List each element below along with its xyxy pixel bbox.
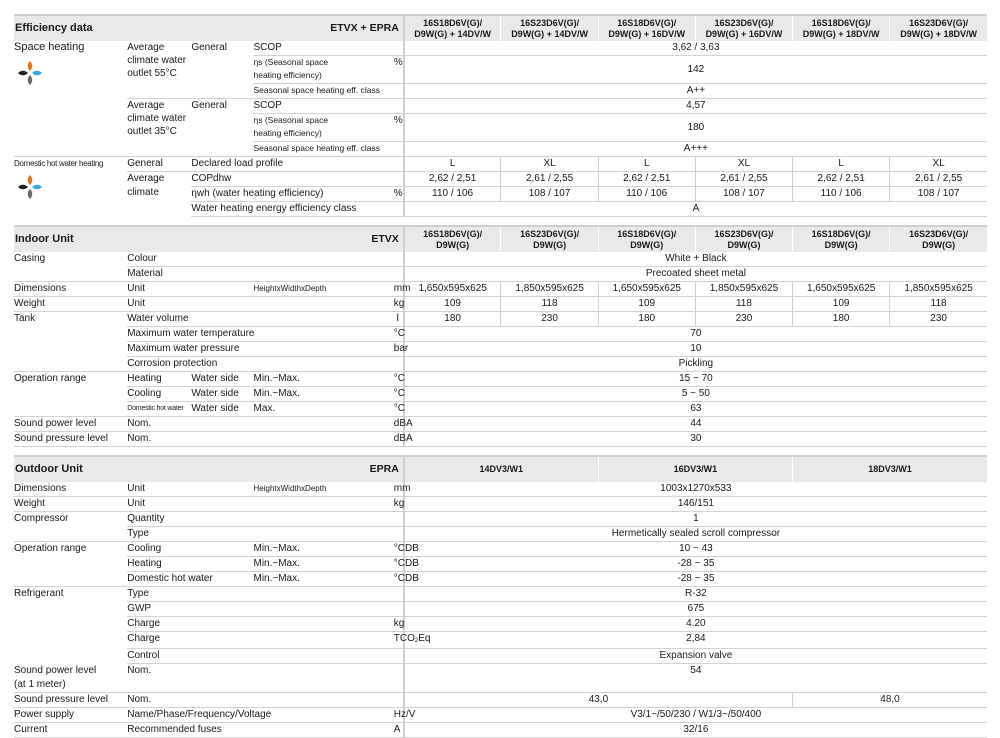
- profile-value: L: [793, 157, 890, 172]
- unit-label: kg: [394, 617, 404, 632]
- heating-range-value: -28 ~ 35: [404, 557, 987, 572]
- cop-value: 2,62 / 2,51: [598, 172, 695, 187]
- column-header: 16DV3/W1: [598, 456, 792, 482]
- avg-climate-label: Average climate: [127, 173, 165, 198]
- power-supply-value: V3/1~/50/230 / W1/3~/50/400: [404, 708, 987, 723]
- volume-value: 180: [404, 312, 501, 327]
- unit-label: dBA: [394, 432, 404, 447]
- dhw-label: Domestic hot water heating: [14, 159, 104, 168]
- unit-label: A: [394, 723, 404, 738]
- table-row: [14, 282, 987, 297]
- weight-value: 118: [501, 297, 598, 312]
- profile-value: L: [598, 157, 695, 172]
- column-header: 16S23D6V(G)/ D9W(G): [890, 226, 987, 252]
- efficiency-title: Efficiency data: [14, 15, 253, 41]
- gwp-label: GWP: [127, 602, 404, 617]
- column-header: 18DV3/W1: [793, 456, 987, 482]
- table-row: [14, 387, 987, 402]
- weight-value: 118: [890, 297, 987, 312]
- sound-power-label: Sound power level (at 1 meter): [14, 664, 127, 693]
- table-row: [14, 632, 987, 649]
- profile-value: XL: [890, 157, 987, 172]
- sound-power-label: Sound power level: [14, 417, 127, 432]
- dhw-range-value: 63: [404, 402, 987, 417]
- unit-label: l: [394, 312, 404, 327]
- eta-label: ηs (Seasonal space heating efficiency): [253, 56, 393, 84]
- max-pressure-label: Maximum water pressure: [127, 342, 394, 357]
- dhw-class-value: A: [404, 202, 987, 217]
- dhw-cell: [14, 157, 127, 217]
- dimension-value: 1,850x595x625: [890, 282, 987, 297]
- gwp-value: 675: [404, 602, 987, 617]
- table-row: [14, 527, 987, 542]
- scop-55-value: 3,62 / 3,63: [404, 41, 987, 56]
- weight-value: 146/151: [404, 497, 987, 512]
- unit-sub-label: Unit: [127, 282, 253, 297]
- indoor-header: [14, 226, 987, 252]
- column-header: 16S18D6V(G)/ D9W(G): [793, 226, 890, 252]
- unit-label: $TCO_2Eq$: [394, 632, 404, 649]
- type-label: Type: [127, 527, 404, 542]
- eta-value: 110 / 106: [404, 187, 501, 202]
- current-value: 32/16: [404, 723, 987, 738]
- current-label: Current: [14, 723, 127, 738]
- max-pressure-value: 10: [404, 342, 987, 357]
- minmax-label: Min.~Max.: [253, 372, 393, 387]
- table-row: [14, 482, 987, 497]
- profile-label: Declared load profile: [191, 157, 403, 172]
- cop-value: 2,61 / 2,55: [501, 172, 598, 187]
- minmax-label: Min.~Max.: [253, 387, 393, 402]
- volume-value: 180: [598, 312, 695, 327]
- column-header: 16S18D6V(G)/ D9W(G): [404, 226, 501, 252]
- dimension-value: 1,650x595x625: [793, 282, 890, 297]
- table-row: [14, 372, 987, 387]
- cooling-label: Cooling: [127, 542, 253, 557]
- dimension-value: 1,650x595x625: [404, 282, 501, 297]
- table-row: [14, 649, 987, 664]
- casing-label: Casing: [14, 252, 127, 282]
- dhw-class-label: Water heating energy efficiency class: [191, 202, 403, 217]
- refrigerant-label: Refrigerant: [14, 588, 64, 599]
- operation-range-label: Operation range: [14, 542, 127, 587]
- table-row: [14, 402, 987, 417]
- max-temp-value: 70: [404, 327, 987, 342]
- weight-value: 118: [695, 297, 792, 312]
- unit-label: %: [394, 114, 404, 142]
- dimension-value: 1,850x595x625: [501, 282, 598, 297]
- heat-pump-petal-icon: [16, 59, 44, 87]
- profile-value: L: [404, 157, 501, 172]
- column-header: 16S23D6V(G)/ D9W(G): [501, 226, 598, 252]
- dimension-value: 1,850x595x625: [695, 282, 792, 297]
- nom-label: Nom.: [127, 664, 404, 693]
- dimensions-label: Dimensions: [14, 282, 127, 297]
- table-row: [14, 252, 987, 267]
- nom-label: Nom.: [127, 432, 394, 447]
- dhw-label: Domestic hot water: [127, 572, 253, 587]
- refrigerant-type-value: R-32: [404, 587, 987, 602]
- charge-co2-value: 2,84: [404, 632, 987, 649]
- eta-value: 108 / 107: [695, 187, 792, 202]
- eta-value: 108 / 107: [890, 187, 987, 202]
- column-header: 16S18D6V(G)/ D9W(G) + 14DV/W: [404, 15, 501, 41]
- dimensions-label: Dimensions: [14, 482, 127, 497]
- unit-label: °C: [394, 372, 404, 387]
- table-row: [14, 557, 987, 572]
- column-header: 16S23D6V(G)/ D9W(G): [695, 226, 792, 252]
- table-row: [14, 172, 987, 187]
- corrosion-label: Corrosion protection: [127, 357, 404, 372]
- max-label: Max.: [253, 402, 393, 417]
- table-row: [14, 708, 987, 723]
- unit-label: °CDB: [394, 572, 404, 587]
- table-row: [14, 41, 987, 56]
- column-header: 16S18D6V(G)/ D9W(G): [598, 226, 695, 252]
- column-header: 16S23D6V(G)/ D9W(G) + 18DV/W: [890, 15, 987, 41]
- table-row: [14, 157, 987, 172]
- nom-label: Nom.: [127, 417, 394, 432]
- dimension-value: 1,650x595x625: [598, 282, 695, 297]
- max-temp-label: Maximum water temperature: [127, 327, 394, 342]
- sound-pressure-value: 48,0: [793, 693, 987, 708]
- column-header: 16S23D6V(G)/ D9W(G) + 14DV/W: [501, 15, 598, 41]
- table-row: [14, 602, 987, 617]
- cop-value: 2,61 / 2,55: [695, 172, 792, 187]
- heating-range-value: 15 ~ 70: [404, 372, 987, 387]
- weight-value: 109: [598, 297, 695, 312]
- unit-label: kg: [394, 497, 404, 512]
- dhw-label: Domestic hot water: [127, 402, 191, 417]
- space-heating-cell: [14, 41, 127, 157]
- class-35-value: A+++: [404, 142, 987, 157]
- minmax-label: Min.~Max.: [253, 542, 393, 557]
- volume-value: 180: [793, 312, 890, 327]
- sound-pressure-label: Sound pressure level: [14, 693, 127, 708]
- column-header: 16S18D6V(G)/ D9W(G) + 16DV/W: [598, 15, 695, 41]
- table-row: [14, 297, 987, 312]
- unit-label: mm: [394, 482, 404, 497]
- hwd-label: HeightxWidthxDepth: [253, 482, 393, 497]
- colour-label: Colour: [127, 252, 404, 267]
- table-row: [14, 267, 987, 282]
- weight-value: 109: [404, 297, 501, 312]
- corrosion-value: Pickling: [404, 357, 987, 372]
- table-row: [14, 572, 987, 587]
- unit-sub-label: Unit: [127, 497, 394, 512]
- table-row: [14, 723, 987, 738]
- dimension-value: 1003x1270x533: [404, 482, 987, 497]
- cooling-range-value: 10 ~ 43: [404, 542, 987, 557]
- table-row: [14, 617, 987, 632]
- unit-sub-label: Unit: [127, 297, 394, 312]
- eta-55-value: 142: [404, 56, 987, 84]
- hwd-label: HeightxWidthxDepth: [253, 282, 393, 297]
- scop-35-value: 4,57: [404, 99, 987, 114]
- outdoor-model: EPRA: [253, 456, 403, 482]
- efficiency-model: ETVX + EPRA: [253, 15, 403, 41]
- cooling-range-value: 5 ~ 50: [404, 387, 987, 402]
- heat-pump-petal-icon: [16, 173, 44, 201]
- unit-label: Hz/V: [394, 708, 404, 723]
- water-volume-label: Water volume: [127, 312, 394, 327]
- space-heating-label: Space heating: [14, 41, 85, 53]
- class-label: Seasonal space heating eff. class: [253, 142, 403, 157]
- unit-label: °C: [394, 402, 404, 417]
- quantity-value: 1: [404, 512, 987, 527]
- power-supply-label: Power supply: [14, 708, 127, 723]
- minmax-label: Min.~Max.: [253, 572, 393, 587]
- indoor-title: Indoor Unit: [14, 226, 253, 252]
- weight-value: 109: [793, 297, 890, 312]
- unit-label: dBA: [394, 417, 404, 432]
- scop-label: SCOP: [253, 41, 403, 56]
- cop-value: 2,62 / 2,51: [793, 172, 890, 187]
- eta-value: 108 / 107: [501, 187, 598, 202]
- unit-label: °C: [394, 327, 404, 342]
- sound-pressure-value: 30: [404, 432, 987, 447]
- eta-label: ηs (Seasonal space heating efficiency): [253, 114, 393, 142]
- unit-label: °CDB: [394, 542, 404, 557]
- phase-label: Name/Phase/Frequency/Voltage: [127, 708, 394, 723]
- volume-value: 230: [501, 312, 598, 327]
- class-55-value: A++: [404, 84, 987, 99]
- unit-sub-label: Unit: [127, 482, 253, 497]
- eta-value: 110 / 106: [598, 187, 695, 202]
- eta-35-value: 180: [404, 114, 987, 142]
- sound-power-value: 54: [404, 664, 987, 693]
- fuses-label: Recommended fuses: [127, 723, 394, 738]
- weight-label: Weight: [14, 297, 127, 312]
- heating-label: Heating: [127, 372, 191, 387]
- general-label: General: [191, 99, 253, 157]
- tank-label: Tank: [14, 312, 127, 372]
- charge-kg-value: 4.20: [404, 617, 987, 632]
- table-row: [14, 512, 987, 527]
- cop-value: 2,61 / 2,55: [890, 172, 987, 187]
- profile-value: XL: [695, 157, 792, 172]
- outdoor-header: [14, 456, 987, 482]
- cop-label: COPdhw: [191, 172, 403, 187]
- nom-label: Nom.: [127, 693, 404, 708]
- water-side-label: Water side: [191, 402, 253, 417]
- water-side-label: Water side: [191, 387, 253, 402]
- table-row: [14, 664, 987, 693]
- table-row: [14, 693, 987, 708]
- water-side-label: Water side: [191, 372, 253, 387]
- table-row: [14, 587, 987, 602]
- unit-label: kg: [394, 297, 404, 312]
- cop-value: 2,62 / 2,51: [404, 172, 501, 187]
- scop-label: SCOP: [253, 99, 403, 114]
- minmax-label: Min.~Max.: [253, 557, 393, 572]
- compressor-type-value: Hermetically sealed scroll compressor: [404, 527, 987, 542]
- quantity-label: Quantity: [127, 512, 404, 527]
- unit-label: mm: [394, 282, 404, 297]
- table-row: [14, 99, 987, 114]
- unit-label: °C: [394, 387, 404, 402]
- table-row: [14, 497, 987, 512]
- type-label: Type: [127, 587, 404, 602]
- sound-pressure-value: 43,0: [404, 693, 793, 708]
- colour-value: White + Black: [404, 252, 987, 267]
- control-label: Control: [127, 649, 404, 664]
- table-row: [14, 342, 987, 357]
- general-label: General: [127, 157, 191, 172]
- profile-value: XL: [501, 157, 598, 172]
- spec-table: [14, 14, 987, 738]
- operation-range-label: Operation range: [14, 372, 127, 417]
- sound-power-value: 44: [404, 417, 987, 432]
- table-row: [14, 312, 987, 327]
- cooling-label: Cooling: [127, 387, 191, 402]
- material-value: Precoated sheet metal: [404, 267, 987, 282]
- table-row: [14, 542, 987, 557]
- volume-value: 230: [890, 312, 987, 327]
- outdoor-title: Outdoor Unit: [14, 456, 253, 482]
- efficiency-header: [14, 15, 987, 41]
- heating-label: Heating: [127, 557, 253, 572]
- column-header: 16S18D6V(G)/ D9W(G) + 18DV/W: [793, 15, 890, 41]
- indoor-model: ETVX: [253, 226, 403, 252]
- control-value: Expansion valve: [404, 649, 987, 664]
- unit-label: bar: [394, 342, 404, 357]
- eta-value: 110 / 106: [793, 187, 890, 202]
- spec-sheet: [14, 14, 987, 738]
- compressor-label: Compressor: [14, 512, 127, 542]
- weight-label: Weight: [14, 497, 127, 512]
- unit-label: %: [394, 56, 404, 84]
- table-row: [14, 432, 987, 447]
- material-label: Material: [127, 267, 404, 282]
- volume-value: 230: [695, 312, 792, 327]
- dhw-range-value: -28 ~ 35: [404, 572, 987, 587]
- sound-pressure-label: Sound pressure level: [14, 432, 127, 447]
- class-label: Seasonal space heating eff. class: [253, 84, 403, 99]
- table-row: [14, 357, 987, 372]
- table-row: [14, 327, 987, 342]
- unit-label: %: [394, 187, 404, 202]
- condition-55: Average climate water outlet 55°C: [127, 41, 191, 99]
- column-header: 14DV3/W1: [404, 456, 598, 482]
- etawh-label: ηwh (water heating efficiency): [191, 187, 393, 202]
- general-label: General: [191, 41, 253, 99]
- charge-label: Charge: [127, 617, 394, 632]
- condition-35: Average climate water outlet 35°C: [127, 99, 191, 157]
- unit-label: °CDB: [394, 557, 404, 572]
- charge-label: Charge: [127, 632, 394, 649]
- column-header: 16S23D6V(G)/ D9W(G) + 16DV/W: [695, 15, 792, 41]
- table-row: [14, 417, 987, 432]
